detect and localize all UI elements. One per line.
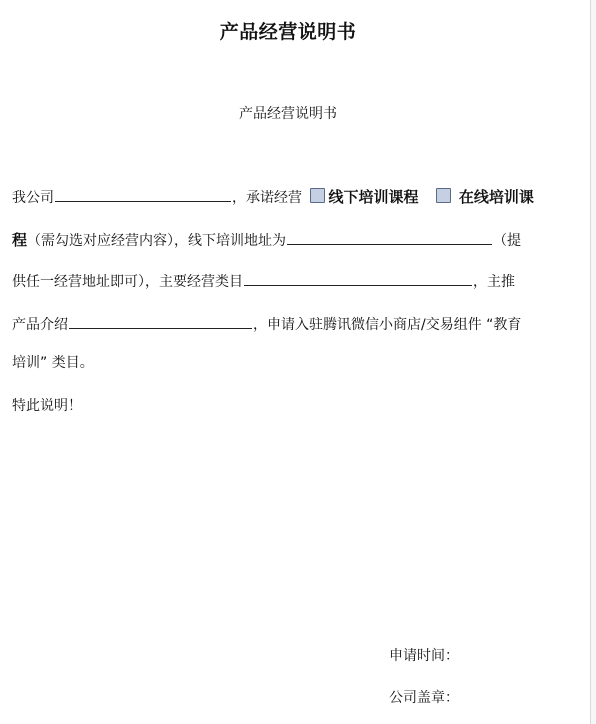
company-name-blank [55,186,231,202]
text-apply: ，申请入驻腾讯微信小商店/交易组件 “教育 [253,317,522,333]
online-course-checkbox[interactable] [436,188,451,203]
company-seal-label: 公司盖章： [389,690,459,706]
text-main-category: 供任一经营地址即可），主要经营类目 [12,274,243,290]
text-product-intro: 产品介绍 [12,317,68,333]
text-offline-address: ，线下培训地址为 [174,233,287,249]
online-course-label: 在线培训课 [458,188,534,206]
paragraph-line-4 [12,313,521,335]
paragraph-line-3 [12,270,515,292]
product-intro-blank [69,313,252,329]
paragraph-line-2 [12,229,521,251]
text-provide: （提 [493,233,522,249]
paragraph-line-5: 培训” 类目。 [12,355,94,371]
closing-statement: 特此说明！ [12,398,82,414]
offline-course-checkbox[interactable] [310,188,325,203]
viewer-gutter [591,0,596,724]
document-title: 产品经营说明书 [219,21,357,43]
text-check-note: （需勾选对应经营内容） [27,233,175,249]
text-company: 我公司 [12,190,54,206]
offline-address-blank [287,229,492,245]
offline-course-label: 线下培训课程 [328,188,419,206]
application-date-label: 申请时间： [389,648,459,664]
text-promise: ，承诺经营 [232,190,302,206]
paragraph-line-1 [12,186,534,208]
document-subtitle: 产品经营说明书 [239,106,337,122]
main-category-blank [244,270,472,286]
online-course-label-cont: 程 [12,231,28,249]
text-main-push: ，主推 [473,274,515,290]
